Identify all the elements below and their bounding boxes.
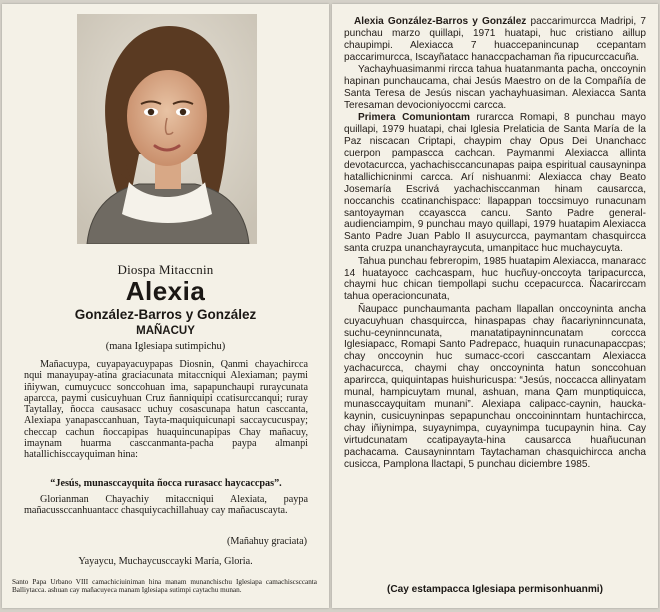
prayer-paragraph-2 (24, 494, 308, 517)
person-name: Alexia (125, 276, 206, 306)
left-card-panel (2, 4, 329, 608)
portrait-illustration (77, 14, 257, 244)
fine-print: Santo Papa Urbano VIII camachiciuiniman hina manam munanchischu Iglesiapa camachiscsccanta Balliytacca. ashuan cay mañacuyeca manam Iglesiapa sutimpi caytachu munan. (12, 578, 317, 594)
biography-text (344, 16, 646, 471)
prayer-paragraph (24, 359, 308, 461)
bio-communion-bold: Primera Comuniontam (358, 112, 470, 124)
bio-paragraph-1 (344, 16, 646, 64)
bio-paragraph-3-text: rurarcca Romapi, 8 punchau mayo quillapi, 1979 huatapi, chai Iglesia Prelaticia de Santa María de la Paz niscacan Criptapi, chaypim chay Opus Dei Unanchacc cuerpon pampascca cachcan. Paymanmi Alexiacca allinta devotacurcca, yachachisccancunapas paipa espiritual causayninpa hatallichicninmi carcca. Arí nishuanmi: Alexiacca chay Beato Josemaría Escrivá yachachisccanman hinam causarcca, noccanchis ccatinanchispacc: llapappan toccsimuyo runacunam santoyayman ccayascca cancu. Santo Padre general-audienciampim, 9 punchau mayo quillapi, 1979 huatapim Alexiacca Santo Padre Juan Pablo II asuycurcca, paymantam chasquircca santa cruzpa unanchayraycuta, umanpitacc huc muchaycuyta. (344, 112, 646, 255)
bio-paragraph-5: Ñaupacc punchaumanta pacham llapallan onccoyninta ancha cuyacuyhuan chasquircca, hinaspapas chay ñacariyninncunata, suchu-ceyninncunata, manatatipayninncunatam corccca Iglesiapacc, Romapi Santo Padrepacc, huaquin runacunapaccpas; chay onccoynin huc sumacc-ccori casccantam Alexiacca yachacurcca, chaymi chay onccoyninta hatun sonccohuan aparircca, quiquintapas huishuricuspa: “Jesús, noccacca allinyatam munal, hampicuytam munal, ashuan, mana Qam munptiquicca, munasccayquitam munani”. Alexiapa calipacc-caynin, haucka-kaynin, cusicuyninpas sepapunchau onccoininntam huntachircca, chay iñiynimpa, suyaynimpa, cuyaynimpa tucupaynin hina. Cay virtudcunatam ccatipayayta-hina causarcca huañucunan pachacama. Causayninntam Taytachaman chasquichircca ancha cusicca, Pamplona llactapi, 5 punchau diciembre 1985. (344, 303, 646, 470)
portrait-photo (77, 14, 257, 244)
right-card-panel (332, 4, 658, 608)
section-note: (mana Iglesiapa sutimpichu) (105, 341, 226, 352)
section-heading: MAÑACUY (136, 325, 195, 337)
person-surname: González-Barros y González (74, 307, 257, 322)
prayer-paragraph-2-text: Glorianman Chayachiy mitaccniqui Alexiata, paypa mañacussccanhuantacc chasquiycachillahuay cay mañacuscayta. (24, 494, 308, 517)
card-header-title: Diospa Mitaccnin (117, 262, 214, 277)
prayer-closing: Yayaycu, Muchaycusccayki María, Gloria. (78, 556, 253, 567)
permission-note: (Cay estampacca Iglesiapa permisonhuanmi) (387, 584, 603, 595)
bio-paragraph-4: Tahua punchau febreropim, 1985 huatapim Alexiacca, manaracc 14 huatayocc cachcaspam, huc hucñuy-onccoyta taripacurcca, chaymi huc chican tiempollapi suchu ccepacurcca. Ñacarirccam tahua operacioncunata, (344, 255, 646, 303)
prayer-quote: “Jesús, munasccayquita ñocca rurasacc haycaccpas”. (50, 478, 282, 489)
prayer-paragraph-text: Mañacuypa, cuyapayacuypapas Diosnin, Qanmi chayachircca​nqui manayupay-atina graciacunata mitaccniqui Alexiaman; paymi iñiywan, cumuycucc sonccohuan ima, sapapunchaupi ruraycunata aparcca, paymi cusicuyhuan Cruz ñanniquipi ccatisurccanqui; ruray Taytallay, ñocca causasacc uchuy cosascunapa hatun casccanta, Alexiapa yanapasccanhuan, Tayta-maquiquicunapi saccaycucuspay; checcap cachun ñoccapipas huaquincunapipas Chay mañacuy, imaynam huarma casccan​manta-pacha paypa almanpi hatallichisccayquiman hina: (24, 359, 308, 461)
prayer-signature: (Mañahuy graciata) (226, 536, 307, 547)
bio-paragraph-2: Yachayhuasimanmi rircca tahua huatanmanta pacha, onccoynin hapinan punchaucama, chai Jesús Maestro on de la Compañía de Santa Teresa de Jesús niscan yachayhuasiman. Alexiacca Santa Teresaman devocioniyoccmi carcca. (344, 64, 646, 111)
bio-paragraph-1-text: paccarimurcca Madripi, 7 punchau marzo quillapi, 1971 huatapi, huc cristiano aillup chaupimpi. Alexiacca 7 huaccepanincunap ccepantam paccarimurcca, Iscayñatacc hanaccpachaman ña ripucurccacuña. (344, 16, 646, 63)
bio-paragraph-3 (344, 112, 646, 255)
bio-name-bold: Alexia González-Barros y González (354, 16, 527, 27)
